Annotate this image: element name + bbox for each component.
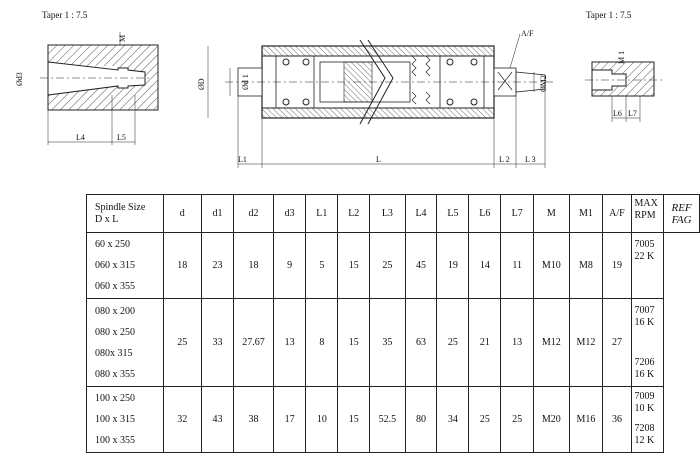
dim-L7: L7 — [628, 109, 637, 118]
cell-d3: 9 — [273, 233, 306, 299]
cell-d1: 43 — [201, 387, 234, 453]
cell-L4: 45 — [405, 233, 437, 299]
dim-L4: L4 — [76, 133, 85, 142]
dim-L3: L 3 — [525, 155, 536, 164]
header-L5: L5 — [437, 195, 469, 233]
cell-M1: M16 — [569, 387, 603, 453]
dim-d2: ØΜ2 — [539, 75, 548, 92]
cell-AF: 27 — [603, 299, 631, 387]
cell-d: 18 — [163, 233, 201, 299]
header-d2: d2 — [234, 195, 273, 233]
dim-L1: L1 — [238, 155, 247, 164]
header-L7: L7 — [501, 195, 534, 233]
spec-table — [86, 194, 700, 453]
cell-d3: 17 — [273, 387, 306, 453]
cell-AF: 19 — [603, 233, 631, 299]
cell-max-rpm: 7005 22 K — [631, 233, 664, 299]
dim-d1: Ød 1 — [241, 74, 250, 90]
cell-d2: 38 — [234, 387, 273, 453]
right-taper-detail — [585, 51, 665, 122]
spindle-body — [197, 29, 555, 168]
cell-L2: 15 — [338, 387, 370, 453]
cell-L1: 5 — [306, 233, 338, 299]
size-list: 60 x 250 060 x 315 060 x 355 — [87, 233, 164, 299]
cell-L6: 14 — [469, 233, 501, 299]
header-L3: L3 — [370, 195, 405, 233]
dim-D: ØD — [197, 78, 206, 90]
cell-M: M12 — [534, 299, 570, 387]
cell-max-rpm: 7007 16 K 7206 16 K — [631, 299, 664, 387]
cell-L5: 19 — [437, 233, 469, 299]
dim-L2: L 2 — [499, 155, 510, 164]
dim-L: L — [376, 155, 381, 164]
cell-L7: 13 — [501, 299, 534, 387]
cell-L3: 25 — [370, 233, 405, 299]
header-d1: d1 — [201, 195, 234, 233]
dim-d3: Ød3 — [15, 72, 24, 86]
cell-d1: 33 — [201, 299, 234, 387]
left-taper-detail — [15, 32, 158, 145]
cell-d2: 27.67 — [234, 299, 273, 387]
table-row — [87, 233, 700, 299]
cell-M: M20 — [534, 387, 570, 453]
cell-d: 25 — [163, 299, 201, 387]
cell-L2: 15 — [338, 233, 370, 299]
cell-d1: 23 — [201, 233, 234, 299]
cell-L1: 8 — [306, 299, 338, 387]
cell-L5: 25 — [437, 299, 469, 387]
header-L4: L4 — [405, 195, 437, 233]
cell-L7: 25 — [501, 387, 534, 453]
table-row — [87, 299, 700, 387]
cell-L1: 10 — [306, 387, 338, 453]
dim-L6: L6 — [613, 109, 622, 118]
ref-fag-label: REF FAG — [664, 195, 700, 233]
cell-L6: 21 — [469, 299, 501, 387]
cell-L5: 34 — [437, 387, 469, 453]
table-header-row — [87, 195, 700, 233]
spindle-drawing — [0, 0, 700, 190]
dim-AF: A/F — [521, 29, 534, 38]
dim-L5: L5 — [117, 133, 126, 142]
cell-L4: 63 — [405, 299, 437, 387]
cell-L3: 52.5 — [370, 387, 405, 453]
cell-L7: 11 — [501, 233, 534, 299]
cell-max-rpm: 7009 10 K 7208 12 K — [631, 387, 664, 453]
cell-L6: 25 — [469, 387, 501, 453]
cell-d2: 18 — [234, 233, 273, 299]
size-list: 080 x 200 080 x 250 080x 315 080 x 355 — [87, 299, 164, 387]
table-row — [87, 387, 700, 453]
cell-M1: M8 — [569, 233, 603, 299]
cell-L3: 35 — [370, 299, 405, 387]
header-L6: L6 — [469, 195, 501, 233]
cell-d: 32 — [163, 387, 201, 453]
taper-label-left: Taper 1 : 7.5 — [42, 10, 88, 20]
taper-label-right: Taper 1 : 7.5 — [586, 10, 632, 20]
dim-M: M — [118, 34, 127, 42]
cell-L2: 15 — [338, 299, 370, 387]
header-L1: L1 — [306, 195, 338, 233]
header-M1: M1 — [569, 195, 603, 233]
cell-AF: 36 — [603, 387, 631, 453]
header-AF: A/F — [603, 195, 631, 233]
header-max-rpm: MAX RPM — [631, 195, 664, 233]
cell-L4: 80 — [405, 387, 437, 453]
cell-M: M10 — [534, 233, 570, 299]
header-M: M — [534, 195, 570, 233]
cell-M1: M12 — [569, 299, 603, 387]
header-d3: d3 — [273, 195, 306, 233]
size-list: 100 x 250 100 x 315 100 x 355 — [87, 387, 164, 453]
header-L2: L2 — [338, 195, 370, 233]
header-spindle-size: Spindle Size D x L — [87, 195, 164, 233]
dim-M1: M 1 — [617, 50, 626, 64]
header-d: d — [163, 195, 201, 233]
cell-d3: 13 — [273, 299, 306, 387]
